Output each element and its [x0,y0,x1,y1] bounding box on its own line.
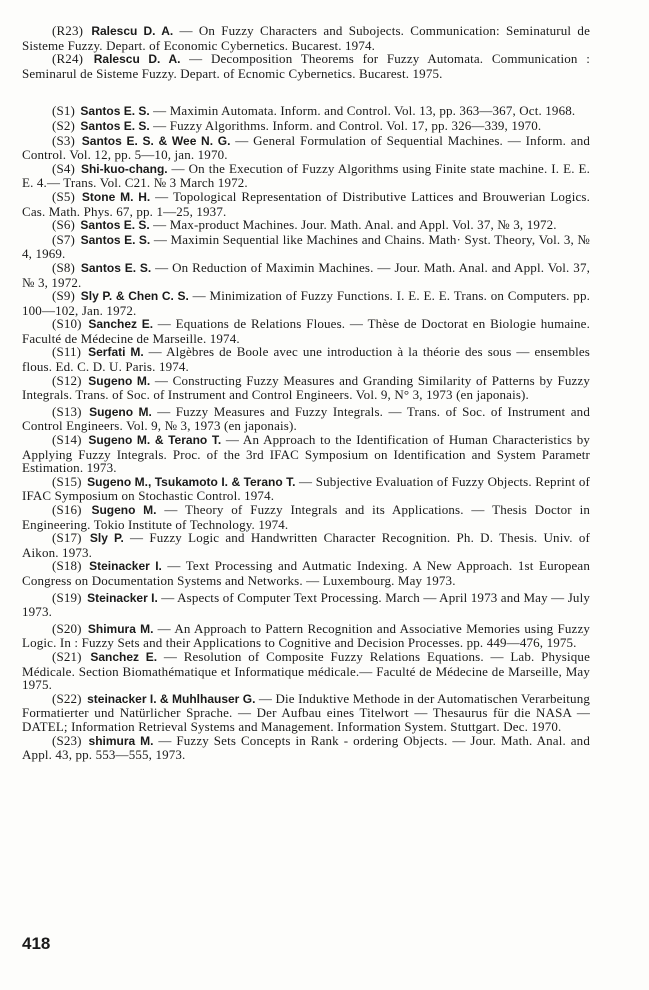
reference-author: Santos E. S. & Wee N. G. [81,133,231,148]
reference-label: (S17) [52,530,82,546]
reference-label: (S9) [52,288,75,304]
reference-text: — Resolution of Composite Fuzzy Relations Equations. — Lab. Physique Médicale. Section Biomathématique et Informatique médicale.— Faculté de Médecine de Marseille, May 1975. [22,648,591,693]
reference-author: Sugeno M. [88,373,151,388]
reference-author: Stone M. H. [81,189,151,204]
reference-text: — An Approach to the Identification of Human Characteristics by Applying Fuzzy Integrals. Proc. of the 3rd IFAC Symposium on Identification and System Parametr Estimation. 1973. [22,432,590,476]
reference-label: (S10) [52,316,82,332]
reference-author: Sly P. [89,531,124,546]
reference-entry [22,119,590,134]
reference-author: Ralescu D. A. [91,24,174,38]
reference-label: (S18) [52,558,82,574]
reference-entry [22,503,590,531]
reference-text: — Fuzzy Sets Concepts in Rank - ordering Objects. — Jour. Math. Anal. and Appl. 43, pp. 553—555, 1973. [22,732,590,763]
reference-entry [22,622,590,650]
reference-text: — Decomposition Theorems for Fuzzy Automata. Communication : Seminarul de Sisteme Fuzzy. Depart. of Ecnomic Cybernetics. Bucarest. 1975. [22,51,590,81]
reference-entry [22,317,590,345]
reference-label: (S5) [52,188,75,204]
page-number: 418 [22,934,51,953]
reference-text: — Constructing Fuzzy Measures and Granding Similarity of Patterns by Fuzzy Integrals. Trans. of Soc. of Instrument and Control Engineers. Vol. 9, N° 3, 1973 (en japonais). [22,372,590,403]
reference-entry [22,233,590,261]
reference-label: (R23) [52,23,84,38]
reference-label: (S1) [52,103,75,119]
reference-author: Sugeno M., Tsukamoto I. & Terano T. [87,474,296,489]
reference-author: Steinacker I. [89,559,162,574]
reference-text: — Algèbres de Boole avec une introduction à la théorie des sous — ensembles flous. Ed. C. D. U. Paris. 1974. [22,344,590,375]
reference-entry [22,218,590,233]
reference-label: (S22) [52,690,82,706]
reference-label: (S8) [52,259,75,275]
reference-text: — On the Execution of Fuzzy Algorithms using Finite state machine. I. E. E. E. 4.— Trans. Vol. C21. № 3 March 1972. [22,160,591,191]
reference-entry [22,134,590,162]
reference-text: — Fuzzy Algorithms. Inform. and Control. Vol. 17, pp. 326—339, 1970. [153,117,542,133]
reference-text: — On Reduction of Maximin Machines. — Jour. Math. Anal. and Appl. Vol. 37, № 3, 1972. [22,259,590,290]
reference-entry [22,345,590,373]
reference-entry [22,591,590,619]
reference-entry [22,650,590,692]
reference-entry [22,52,590,80]
reference-label: (S3) [52,132,75,148]
reference-label: (S16) [52,502,82,517]
reference-author: Santos E. S. [80,260,152,275]
reference-text: — Topological Representation of Distributive Lattices and Brouwerian Logics. Cas. Math. Phys. 67, pp. 1—25, 1937. [22,188,590,219]
reference-label: (S11) [52,344,82,360]
reference-label: (S19) [52,589,82,605]
reference-text: — General Formulation of Sequential Machines. — Inform. and Control. Vol. 12, pp. 5—10, jan. 1970. [22,132,590,163]
reference-author: steinacker I. & Muhlhauser G. [87,691,256,706]
reference-entry [22,24,590,52]
reference-author: Sugeno M. [91,503,157,517]
reference-text: — On Fuzzy Characters and Subojects. Communication: Seminaturul de Sisteme Fuzzy. Depart. of Economic Cybernetics. Bucarest. 1974. [22,23,590,53]
reference-entry [22,531,590,559]
reference-label: (S23) [52,732,82,748]
reference-entry [22,405,590,433]
reference-label: (S14) [52,432,82,448]
reference-author: Sly P. & Chen C. S. [80,289,189,304]
reference-text: — Maximin Sequential like Machines and Chains. Math· Syst. Theory, Vol. 3, № 4, 1969. [22,231,590,262]
reference-author: Santos E. S. [80,232,151,247]
reference-label: (S21) [52,648,82,664]
reference-author: Santos E. S. [80,218,150,233]
reference-text: — Maximin Automata. Inform. and Control. Vol. 13, pp. 363—367, Oct. 1968. [153,103,576,119]
reference-text: — Max-product Machines. Jour. Math. Anal. and Appl. Vol. 37, № 3, 1972. [153,217,557,233]
reference-entry [22,190,590,218]
reference-author: Ralescu D. A. [93,52,181,67]
reference-entry [22,475,590,503]
reference-entry [22,374,590,402]
reference-entry [22,734,590,762]
reference-author: shimura M. [88,733,154,748]
reference-author: Sanchez E. [88,317,154,332]
reference-author: Santos E. S. [80,118,150,133]
reference-entry [22,692,590,734]
reference-entry [22,261,590,289]
reference-label: (S4) [52,160,75,176]
reference-author: Serfati M. [88,345,144,360]
reference-entry [22,559,590,587]
reference-label: (S15) [52,473,82,489]
reference-text: — Equations de Relations Floues. — Thèse de Doctorat en Biologie humaine. Faculté de Médecine de Marseille. 1974. [22,316,590,346]
reference-author: Sugeno M. [89,404,152,419]
reference-label: (R24) [52,51,84,67]
reference-text: — Subjective Evaluation of Fuzzy Objects. Reprint of IFAC Symposium on Stochastic Control. 1974. [22,473,591,504]
reference-text: — Text Processing and Autmatic Indexing. A New Approach. 1st European Congress on Documentation Systems and Networks. — Luxembourg. May 1973. [22,558,590,588]
reference-author: Steinacker I. [87,590,158,605]
section-spacer [22,80,590,104]
reference-author: Sanchez E. [90,649,158,664]
reference-label: (S12) [52,372,82,388]
reference-label: (S2) [52,117,75,133]
reference-text: — Fuzzy Logic and Handwritten Character Recognition. Ph. D. Thesis. Univ. of Aikon. 1973. [22,530,591,560]
reference-text: — Theory of Fuzzy Integrals and its Applications. — Thesis Doctor in Engineering. Tokio Institute of Technology. 1974. [22,502,590,532]
reference-author: Sugeno M. & Terano T. [88,433,222,448]
reference-label: (S13) [52,403,82,419]
reference-author: Shimura M. [87,621,154,636]
reference-entry [22,289,590,317]
reference-label: (S20) [52,620,82,636]
reference-text: — An Approach to Pattern Recognition and Associative Memories using Fuzzy Logic. In : Fuzzy Sets and their Applications to Cognitive and Decision Processes. pp. 449—476, 1975. [22,620,591,651]
reference-text: — Fuzzy Measures and Fuzzy Integrals. — Trans. of Soc. of Instrument and Control Engineers. Vol. 9, № 3, 1973 (en japonais). [22,403,590,434]
reference-entry [22,433,590,475]
reference-text: — Aspects of Computer Text Processing. March — April 1973 and May — July 1973. [22,589,590,620]
reference-list [22,24,590,762]
reference-label: (S6) [52,217,75,233]
reference-label: (S7) [52,231,75,247]
reference-text: — Minimization of Fuzzy Functions. I. E. E. E. Trans. on Computers. pp. 100—102, Jan. 1972. [22,288,590,318]
reference-entry [22,162,590,190]
reference-author: Santos E. S. [80,104,150,119]
reference-entry [22,104,590,119]
reference-text: — Die Induktive Methode in der Automatischen Verarbeitung Formatierter und Natürlicher Sprache. — Der Aufbau eines Titelwort — Thesaurus für die NASA — DATEL; Information Retrieval Systems and Management. Information System. Stuttgart. Dec. 1970. [22,690,590,734]
reference-author: Shi-kuo-chang. [80,161,168,176]
